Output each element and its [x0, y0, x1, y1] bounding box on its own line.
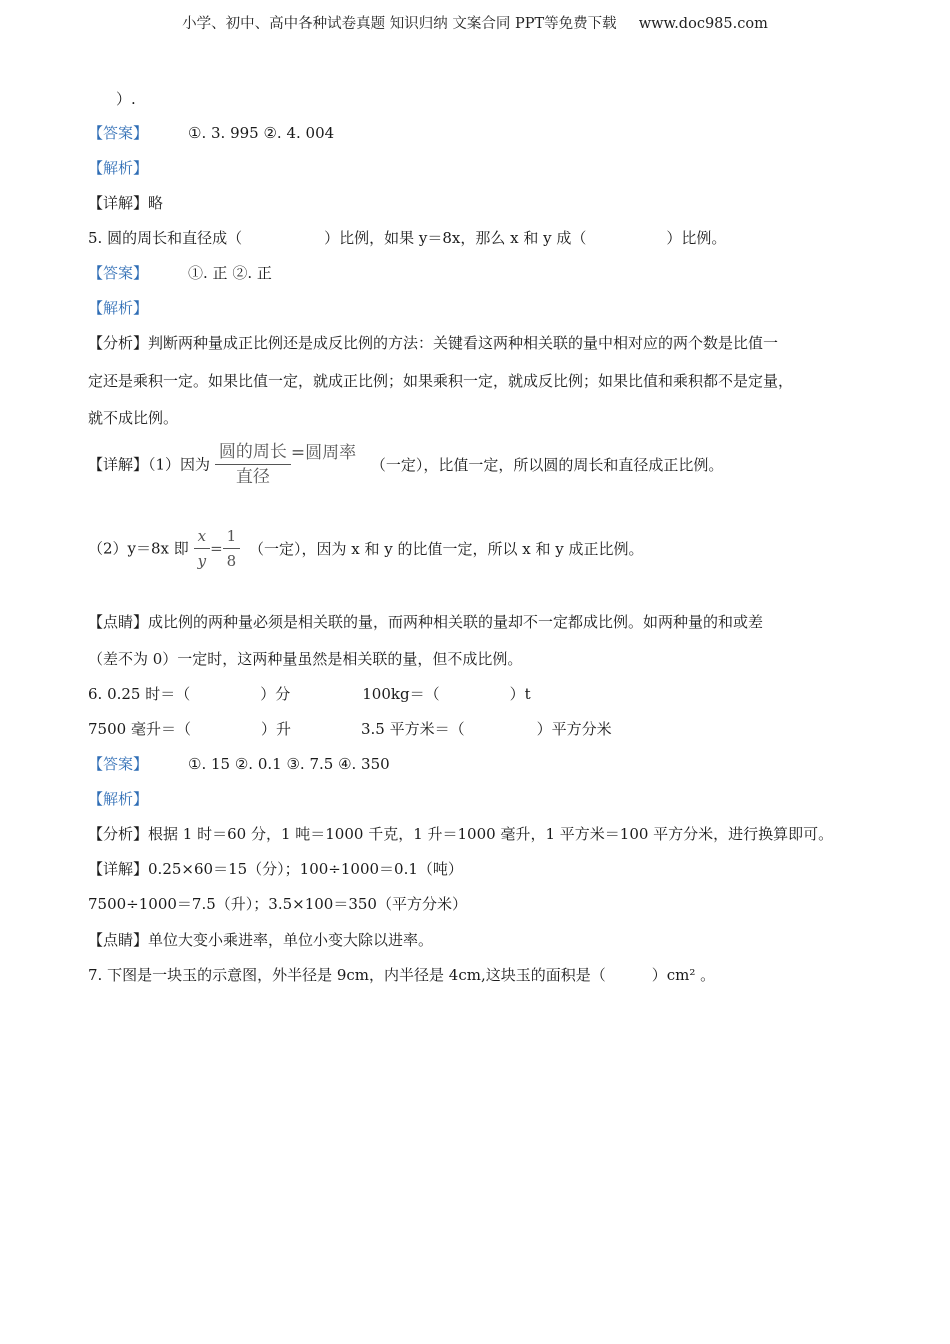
fraction-numerator: 圆的周长: [218, 442, 287, 462]
fraction-denominator: y: [194, 548, 210, 573]
analysis-tag: 【解析】: [88, 159, 149, 177]
q5-fenxi-text-1: 判断两种量成正比例还是成反比例的方法：关键看这两种相关联的量中相对应的两个数是比值一: [148, 334, 779, 352]
q6-row-2: [88, 718, 612, 740]
q6-row-1: [88, 683, 531, 705]
fenxi-tag: 【分析】: [88, 334, 149, 352]
fenxi-tag: 【分析】: [88, 825, 149, 843]
q6-answer: ①. 15 ②. 0.1 ③. 7.5 ④. 350: [188, 755, 390, 773]
q5-stem: [88, 227, 726, 249]
fraction-denominator: 直径: [215, 464, 291, 489]
q6-detail-2: 7500÷1000＝7.5（升）；3.5×100＝350（平方分米）: [88, 895, 467, 913]
answer-tag: 【答案】: [88, 755, 149, 773]
q6-d1: 3.5 平方米＝（: [360, 720, 465, 738]
q4-answer: ①. 3. 995 ②. 4. 004: [188, 124, 335, 142]
header-text: 小学、初中、高中各种试卷真题 知识归纳 文案合同 PPT等免费下载: [182, 16, 617, 32]
detail-tag: 【详解】: [88, 455, 149, 474]
q6-a1: 6. 0.25 时＝（: [88, 685, 191, 703]
fraction-one-eighth: [223, 524, 241, 573]
q4-detail-text: 略: [148, 194, 164, 212]
q5-line2-prefix: （2）y＝8x 即: [88, 539, 189, 558]
q5-answer-line: [88, 262, 272, 284]
q6-fenxi: [88, 823, 833, 845]
q6-fenxi-text: 根据 1 时＝60 分，1 吨＝1000 千克，1 升＝1000 毫升，1 平方米＝100 平方分米，进行换算即可。: [148, 825, 834, 843]
fraction-numerator: x: [197, 527, 207, 545]
fraction-denominator: 8: [223, 548, 241, 573]
q5-note-1: [88, 611, 763, 633]
analysis-tag: 【解析】: [88, 790, 149, 808]
page-header: [0, 12, 950, 33]
note-tag: 【点睛】: [88, 613, 149, 631]
q5-note-text-1: 成比例的两种量必须是相关联的量，而两种相关联的量却不一定都成比例。如两种量的和或差: [148, 613, 764, 631]
q5-note-2: （差不为 0）一定时，这两种量虽然是相关联的量，但不成比例。: [88, 650, 523, 668]
q6-answer-line: [88, 753, 390, 775]
q5-stem-part-c: ）比例。: [666, 229, 727, 247]
equals-sign: =: [210, 539, 223, 558]
q5-detail-2: [88, 524, 643, 573]
q5-line2-suffix: （一定），因为 x 和 y 的比值一定，所以 x 和 y 成正比例。: [248, 539, 644, 558]
fraction-circumference-diameter: [215, 440, 291, 489]
fraction-x-over-y: [194, 524, 210, 573]
q5-detail-suffix: （一定），比值一定，所以圆的周长和直径成正比例。: [370, 455, 724, 474]
q6-b1: 100kg＝（: [362, 685, 440, 703]
q4-analysis-line: [88, 157, 148, 179]
q6-b2: ）t: [509, 685, 531, 703]
detail-tag: 【详解】: [88, 860, 149, 878]
q5-fenxi-1: [88, 332, 778, 354]
header-site: www.doc985.com: [638, 16, 768, 32]
q6-a2: ）分: [260, 685, 291, 703]
q6-analysis-line: [88, 788, 148, 810]
q5-detail-prefix: （1）因为: [148, 455, 211, 474]
q5-fenxi-2: 定还是乘积一定。如果比值一定，就成正比例；如果乘积一定，就成反比例；如果比值和乘积都不是定量，: [88, 372, 794, 390]
q6-c1: 7500 毫升＝（: [88, 720, 191, 738]
q4-detail-line: [88, 192, 163, 214]
q7-stem-end: ）cm² 。: [651, 966, 716, 984]
q6-note-text: 单位大变小乘进率，单位小变大除以进率。: [148, 931, 434, 949]
note-tag: 【点睛】: [88, 931, 149, 949]
fraction-numerator: 1: [226, 527, 237, 545]
q5-detail-1: [88, 440, 723, 489]
q7-stem: [88, 964, 715, 986]
fraction-rhs: =圆周率: [290, 442, 357, 463]
q4-answer-line: [88, 122, 334, 144]
q4-tail: ）.: [116, 90, 136, 108]
q5-answer: ①. 正 ②. 正: [188, 264, 272, 282]
analysis-tag: 【解析】: [88, 299, 149, 317]
answer-tag: 【答案】: [88, 124, 149, 142]
q6-note: [88, 929, 433, 951]
q5-fenxi-3: 就不成比例。: [88, 409, 179, 427]
q6-c2: ）升: [260, 720, 291, 738]
q5-analysis-line: [88, 297, 148, 319]
q5-stem-part-a: 5. 圆的周长和直径成（: [88, 229, 243, 247]
detail-tag: 【详解】: [88, 194, 149, 212]
q6-detail-1: [88, 858, 463, 880]
q7-stem-text: 7. 下图是一块玉的示意图，外半径是 9cm，内半径是 4cm,这块玉的面积是（: [88, 966, 606, 984]
q6-detail-text-1: 0.25×60＝15（分）；100÷1000＝0.1（吨）: [148, 860, 463, 878]
answer-tag: 【答案】: [88, 264, 149, 282]
q6-d2: ）平方分米: [536, 720, 612, 738]
q5-stem-part-b: ）比例，如果 y＝8x，那么 x 和 y 成（: [324, 229, 587, 247]
